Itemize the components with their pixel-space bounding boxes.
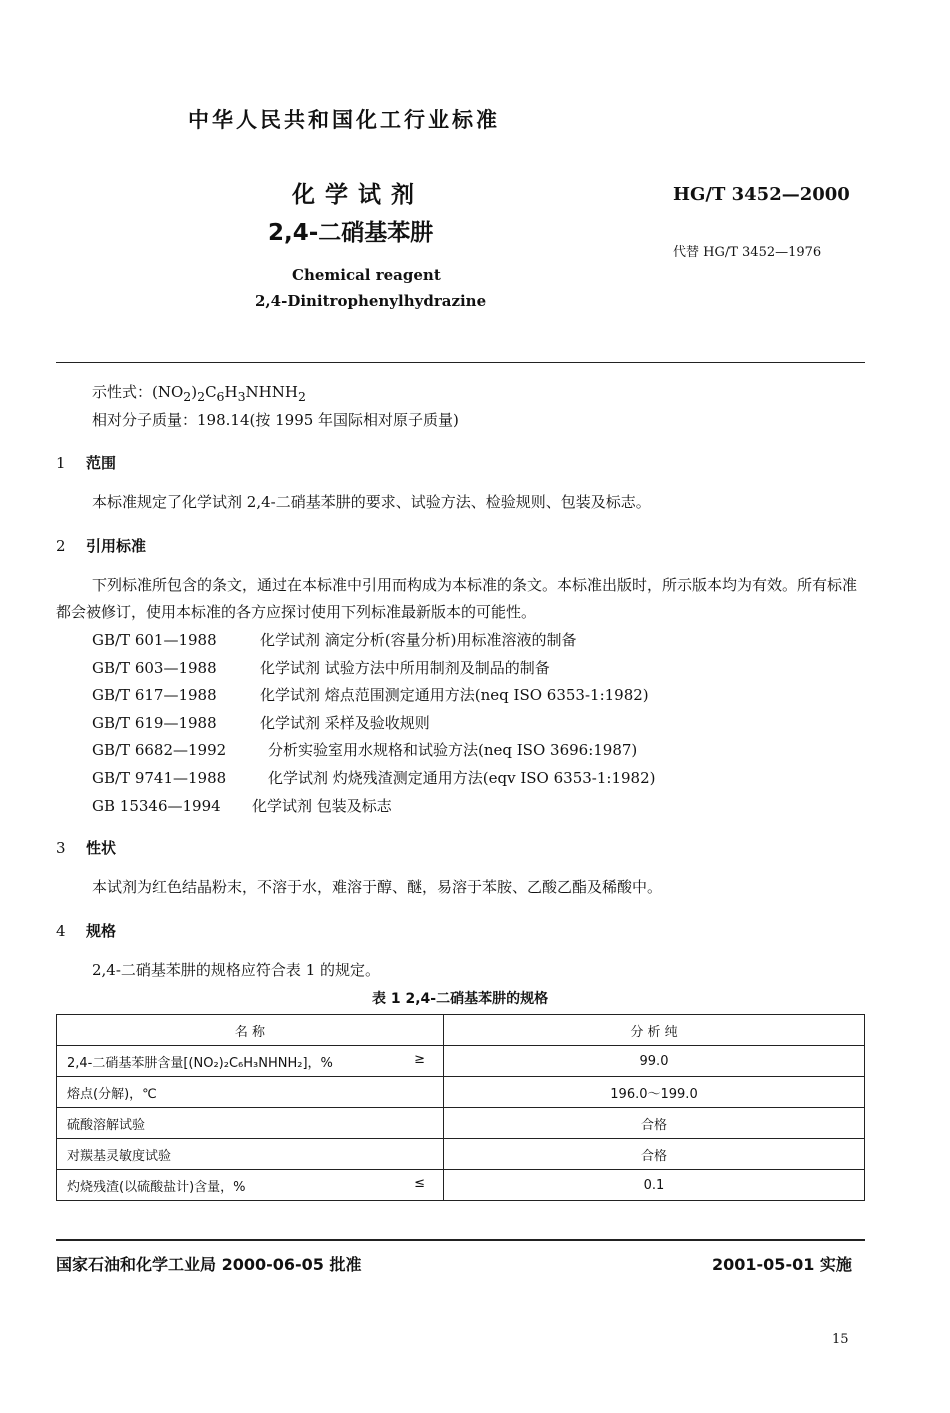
formula-sub: 6 [216, 389, 225, 404]
section-number: 2 [56, 537, 66, 555]
reference-code: GB 15346—1994 [92, 797, 221, 815]
row-name-cell [57, 1077, 444, 1108]
title-line-1: 化学试剂 [292, 182, 424, 208]
row-operator: ≥ [414, 1051, 425, 1067]
table-row [57, 1170, 865, 1201]
header-name: 名 称 [57, 1015, 444, 1046]
section-4-heading [56, 920, 116, 941]
formula-sub: 2 [183, 389, 192, 404]
org-title: 中华人民共和国化工行业标准 [188, 108, 500, 132]
row-value: 196.0～199.0 [444, 1077, 865, 1108]
header-grade: 分 析 纯 [444, 1015, 865, 1046]
formula-sub: 3 [237, 389, 246, 404]
section-2-heading [56, 535, 146, 556]
replaces-note: 代替 HG/T 3452—1976 [673, 245, 822, 260]
formula-part: ) [191, 383, 198, 401]
row-name-cell [57, 1139, 444, 1170]
row-name-cell [57, 1108, 444, 1139]
section-number: 1 [56, 454, 66, 472]
reference-code: GB/T 6682—1992 [92, 741, 227, 759]
effective-date: 2001-05-01 实施 [712, 1255, 852, 1274]
formula-sub: 2 [197, 389, 206, 404]
section-title: 性状 [86, 839, 117, 857]
row-name-cell [57, 1170, 444, 1201]
reference-title: 化学试剂 包装及标志 [252, 797, 392, 815]
table-caption: 表 1 2,4-二硝基苯肼的规格 [372, 991, 549, 1007]
section-title: 范围 [86, 454, 117, 472]
formula-line [92, 381, 306, 404]
title-line-2: 2,4-二硝基苯肼 [268, 220, 434, 246]
table-row [57, 1046, 865, 1077]
formula-sub: 2 [297, 389, 306, 404]
reference-title: 化学试剂 熔点范围测定通用方法(neq ISO 6353-1:1982) [260, 686, 649, 704]
row-value: 0.1 [444, 1170, 865, 1201]
formula-part: (NO [152, 383, 184, 401]
reference-item [92, 739, 637, 760]
reference-item [92, 629, 576, 650]
properties-text: 本试剂为红色结晶粉末，不溶于水，难溶于醇、醚，易溶于苯胺、乙酸乙酯及稀酸中。 [92, 878, 663, 896]
row-name: 灼烧残渣(以硫酸盐计)含量，% [67, 1179, 246, 1195]
reference-code: GB/T 603—1988 [92, 659, 217, 677]
references-intro: 下列标准所包含的条文，通过在本标准中引用而构成为本标准的条文。本标准出版时，所示版本均为有效。所有标准都会被修订，使用本标准的各方应探讨使用下列标准最新版本的可能性。 [56, 576, 858, 621]
approval-note: 国家石油和化学工业局 2000-06-05 批准 [56, 1255, 362, 1274]
row-value: 合格 [444, 1139, 865, 1170]
formula-part: H [224, 383, 238, 401]
formula-part: NHNH [245, 383, 298, 401]
row-name-cell [57, 1046, 444, 1077]
reference-code: GB/T 9741—1988 [92, 769, 227, 787]
footer-divider [56, 1239, 865, 1241]
section-number: 4 [56, 922, 66, 940]
table-row [57, 1108, 865, 1139]
reference-title: 化学试剂 采样及验收规则 [260, 714, 430, 732]
row-name: 熔点(分解)，℃ [67, 1086, 157, 1102]
reference-title: 化学试剂 试验方法中所用制剂及制品的制备 [260, 659, 550, 677]
reference-code: GB/T 619—1988 [92, 714, 217, 732]
page-number: 15 [832, 1332, 849, 1347]
section-1-heading [56, 452, 116, 473]
english-title-line-1: Chemical reagent [292, 266, 441, 284]
reference-title: 化学试剂 灼烧残渣测定通用方法(eqv ISO 6353-1:1982) [268, 769, 656, 787]
section-title: 引用标准 [86, 537, 147, 555]
reference-code: GB/T 617—1988 [92, 686, 217, 704]
table-row [57, 1077, 865, 1108]
molecular-mass: 相对分子质量：198.14(按 1995 年国际相对原子质量) [92, 411, 459, 429]
header-divider [56, 362, 865, 363]
reference-item [92, 795, 392, 816]
formula-label: 示性式： [92, 383, 153, 401]
english-title-line-2: 2,4-Dinitrophenylhydrazine [255, 292, 487, 310]
reference-title: 分析实验室用水规格和试验方法(neq ISO 3696:1987) [268, 741, 638, 759]
reference-code: GB/T 601—1988 [92, 631, 217, 649]
reference-item [92, 712, 430, 733]
row-name: 2,4-二硝基苯肼含量[(NO₂)₂C₆H₃NHNH₂]，% [67, 1055, 333, 1071]
section-title: 规格 [86, 922, 117, 940]
section-3-heading [56, 837, 116, 858]
row-value: 合格 [444, 1108, 865, 1139]
formula-part: C [205, 383, 217, 401]
table-row [57, 1139, 865, 1170]
row-name: 对羰基灵敏度试验 [67, 1148, 172, 1164]
spec-intro: 2,4-二硝基苯肼的规格应符合表 1 的规定。 [92, 961, 381, 979]
reference-item [92, 657, 550, 678]
row-value: 99.0 [444, 1046, 865, 1077]
row-operator: ≤ [414, 1175, 425, 1191]
reference-item [92, 684, 649, 705]
scope-text: 本标准规定了化学试剂 2,4-二硝基苯肼的要求、试验方法、检验规则、包装及标志。 [92, 493, 651, 511]
reference-item [92, 767, 655, 788]
spec-table [56, 1014, 865, 1201]
section-number: 3 [56, 839, 66, 857]
row-name: 硫酸溶解试验 [67, 1117, 146, 1133]
reference-title: 化学试剂 滴定分析(容量分析)用标准溶液的制备 [260, 631, 577, 649]
standard-code: HG/T 3452—2000 [673, 184, 850, 205]
table-header-row [57, 1015, 865, 1046]
